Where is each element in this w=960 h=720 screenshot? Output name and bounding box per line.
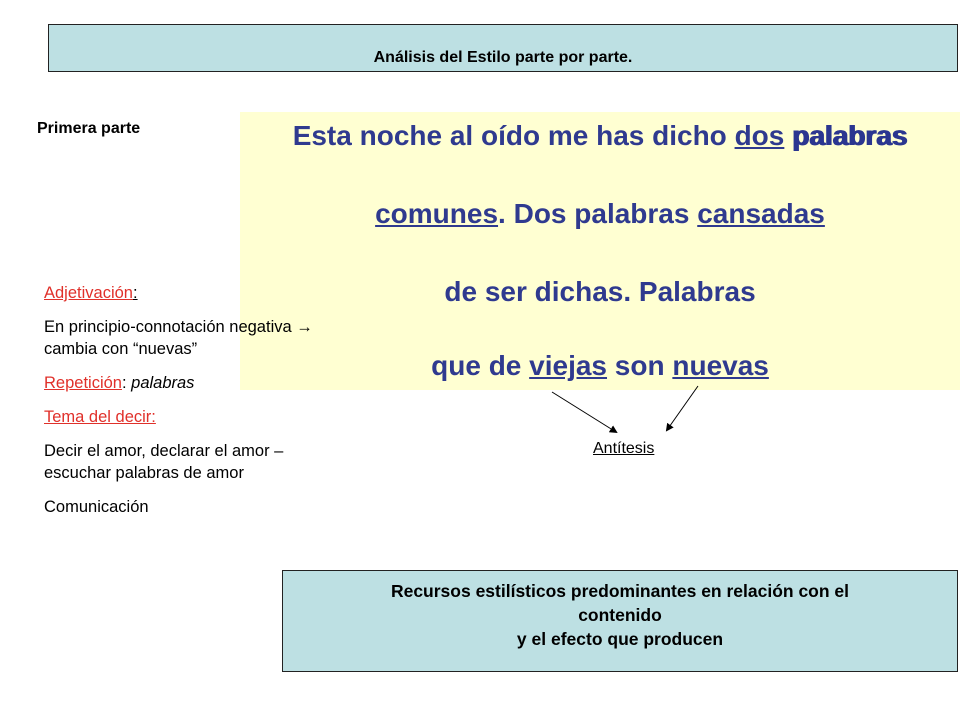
poem-word-viejas: viejas [529,350,608,381]
resources-line-1: Recursos estilísticos predominantes en relación con el [390,581,850,601]
poem-word-palabras: palabras [792,120,908,151]
resources-line-3: y el efecto que producen [516,629,724,649]
comunicacion-item: Comunicación [44,498,149,516]
adjetivacion-text-2: cambia con “nuevas” [44,340,198,358]
arrow-from-viejas [552,392,616,432]
adjetivacion-colon: : [132,284,138,302]
resources-box [282,570,958,672]
adjetivacion-label: Adjetivación [44,284,133,302]
tema-label: Tema del decir: [44,408,156,426]
repeticion-colon: : [121,374,132,392]
resources-line-2: contenido [578,605,662,625]
repeticion-label: Repetición [44,374,122,392]
arrow-from-nuevas [667,386,698,430]
right-arrow-icon: → [296,318,313,336]
poem-line-3-text: de ser dichas. Palabras [444,276,756,307]
repeticion-value: palabras [131,374,195,392]
poem-line-4-text-b: son [607,350,673,381]
antitesis-label: Antítesis [593,440,655,457]
poem-line-2-text: . Dos palabras [498,198,698,229]
poem-word-comunes: comunes [375,198,499,229]
poem-word-dos: dos [734,120,785,151]
slide-title: Análisis del Estilo parte por parte. [373,49,633,66]
poem-line-1-text: Esta noche al oído me has dicho [292,120,735,151]
poem-line-4-text-a: que de [431,350,530,381]
poem-word-cansadas: cansadas [697,198,825,229]
poem-word-nuevas: nuevas [672,350,769,381]
adjetivacion-text-1: En principio-connotación negativa [44,318,297,336]
section-label: Primera parte [37,120,141,137]
tema-description: Decir el amor, declarar el amor – escuchar palabras de amor [44,442,284,482]
